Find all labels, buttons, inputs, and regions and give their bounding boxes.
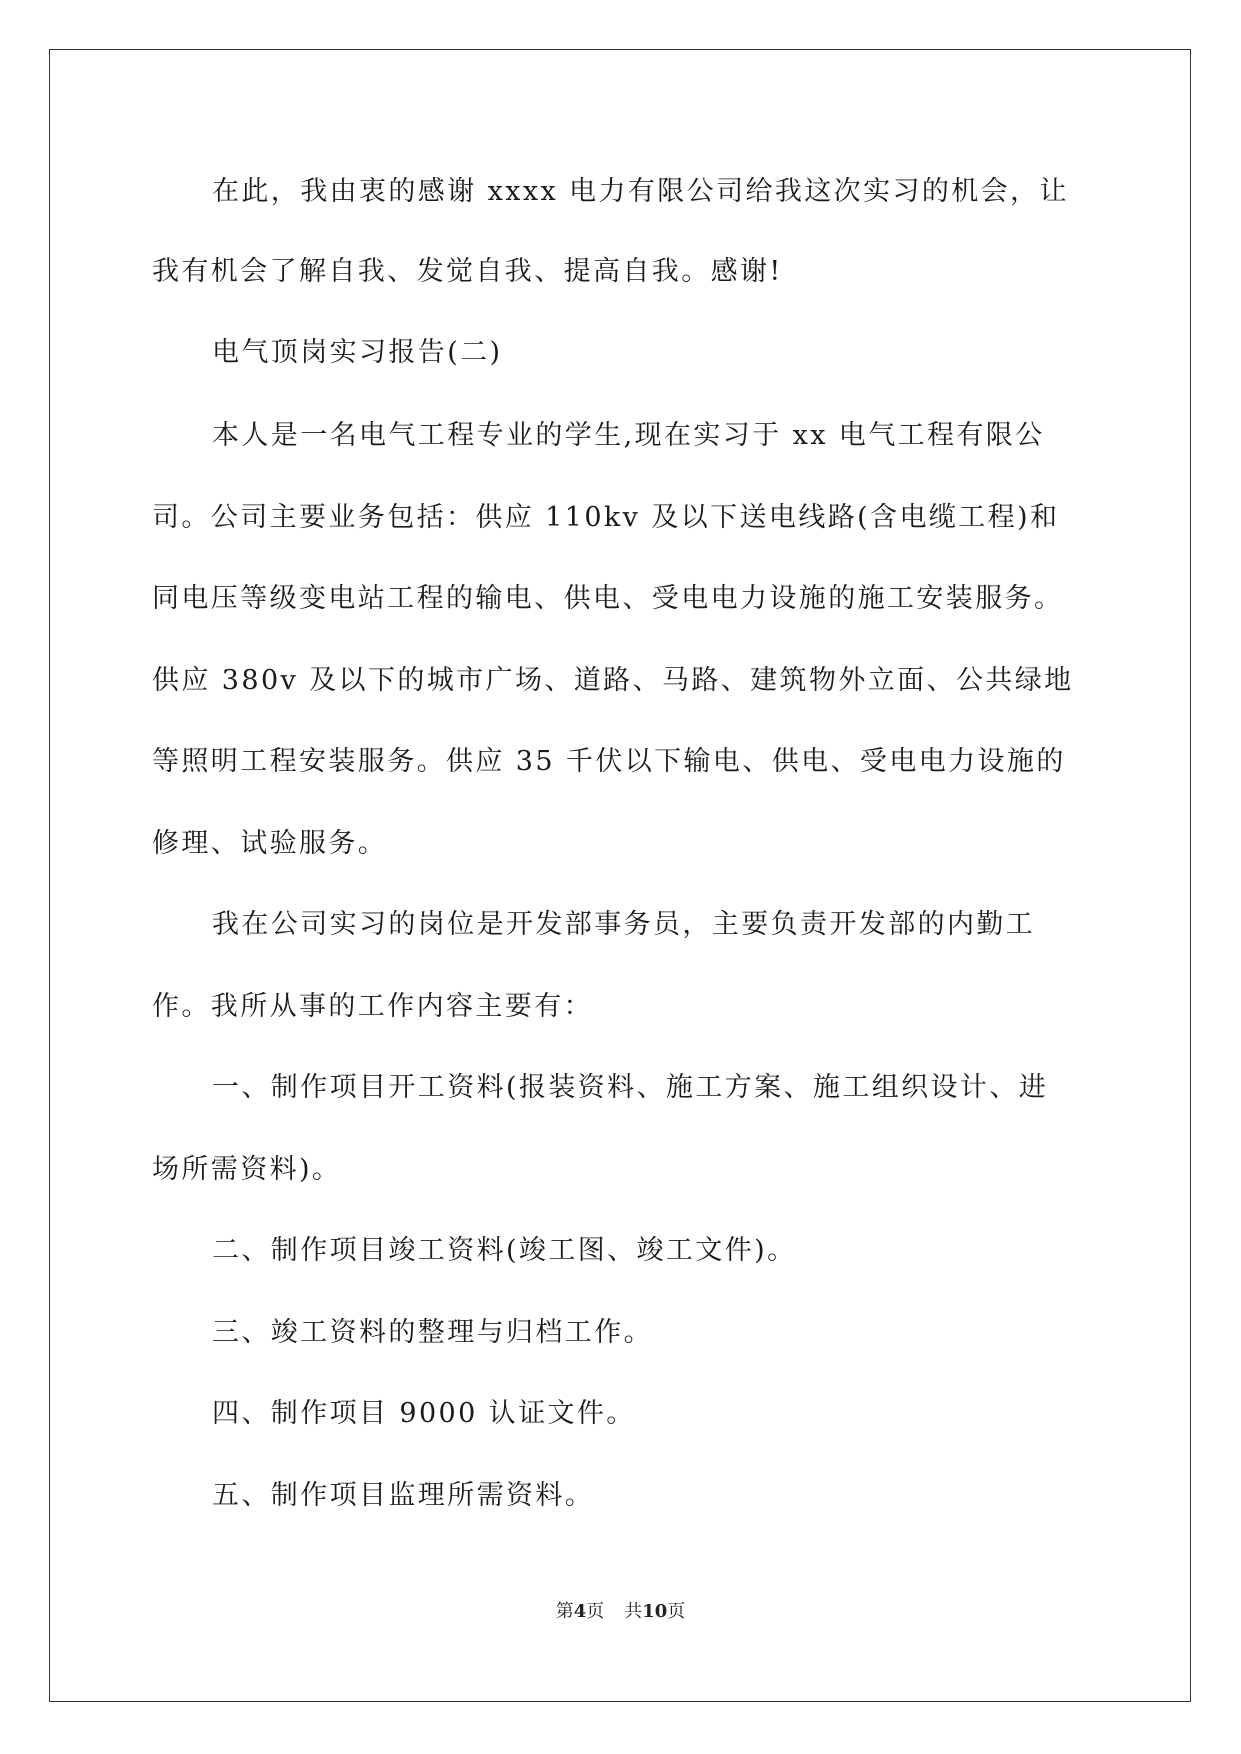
paragraph-line: 修理、试验服务。 — [152, 828, 388, 859]
list-item: 一、制作项目开工资料(报装资料、施工方案、施工组织设计、进 — [212, 1072, 1049, 1103]
paragraph-line: 同电压等级变电站工程的输电、供电、受电电力设施的施工安装服务。 — [152, 583, 1064, 614]
total-page-number: 10 — [642, 1601, 668, 1622]
paragraph-line: 我在公司实习的岗位是开发部事务员，主要负责开发部的内勤工 — [212, 909, 1036, 940]
total-suffix: 页 — [667, 1601, 686, 1622]
paragraph-line: 本人是一名电气工程专业的学生,现在实习于 xx 电气工程有限公 — [212, 420, 1045, 451]
page-prefix: 第 — [555, 1601, 574, 1622]
paragraph-line: 供应 380v 及以下的城市广场、道路、马路、建筑物外立面、公共绿地 — [152, 665, 1074, 696]
section-heading: 电气顶岗实习报告(二) — [212, 337, 503, 368]
paragraph-line: 在此，我由衷的感谢 xxxx 电力有限公司给我这次实习的机会，让 — [212, 176, 1069, 207]
current-page-number: 4 — [573, 1601, 587, 1622]
page-border — [49, 49, 1191, 1702]
page-footer — [0, 1600, 1241, 1624]
list-item: 五、制作项目监理所需资料。 — [212, 1480, 595, 1511]
paragraph-line: 等照明工程安装服务。供应 35 千伏以下输电、供电、受电电力设施的 — [152, 746, 1066, 777]
list-item: 二、制作项目竣工资料(竣工图、竣工文件)。 — [212, 1235, 797, 1266]
paragraph-line: 我有机会了解自我、发觉自我、提高自我。感谢! — [152, 256, 783, 287]
page-suffix: 页 — [586, 1601, 605, 1622]
total-prefix: 共 — [624, 1601, 643, 1622]
list-item: 三、竣工资料的整理与归档工作。 — [212, 1317, 653, 1348]
paragraph-line: 司。公司主要业务包括：供应 110kv 及以下送电线路(含电缆工程)和 — [152, 502, 1060, 533]
list-item: 四、制作项目 9000 认证文件。 — [212, 1398, 636, 1429]
paragraph-line: 作。我所从事的工作内容主要有： — [152, 991, 593, 1022]
list-item: 场所需资料)。 — [152, 1154, 342, 1185]
